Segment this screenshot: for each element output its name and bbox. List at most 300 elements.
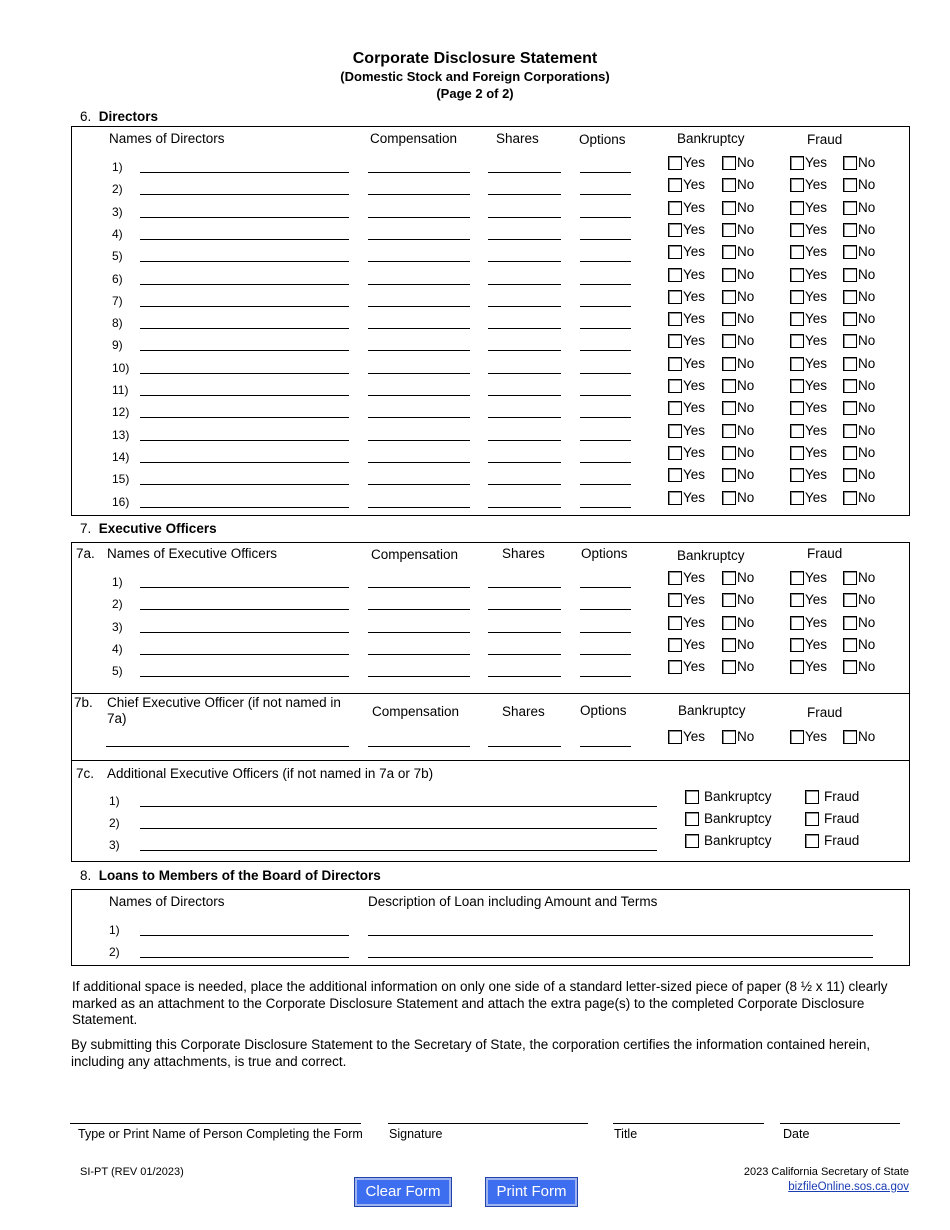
- bankruptcy-no-checkbox[interactable]: [722, 200, 754, 217]
- additional-fraud-checkbox[interactable]: [805, 789, 859, 806]
- checkbox-square[interactable]: [843, 424, 857, 438]
- checkbox-square[interactable]: [843, 730, 857, 744]
- checkbox-square[interactable]: [722, 424, 736, 438]
- row-number: 1): [109, 794, 120, 808]
- name-field[interactable]: [140, 493, 349, 508]
- checkbox-square[interactable]: [790, 424, 804, 438]
- compensation-field[interactable]: [368, 426, 470, 441]
- compensation-field[interactable]: [368, 247, 470, 262]
- checkbox-square[interactable]: [722, 491, 736, 505]
- compensation-field[interactable]: [368, 292, 470, 307]
- fraud-yes-checkbox[interactable]: [790, 333, 827, 350]
- bankruptcy-yes-checkbox[interactable]: [668, 244, 705, 261]
- checkbox-square[interactable]: [843, 593, 857, 607]
- checkbox-square[interactable]: [722, 156, 736, 170]
- checkbox-square[interactable]: [843, 638, 857, 652]
- checkbox-square[interactable]: [668, 638, 682, 652]
- checkbox-label: No: [737, 636, 755, 652]
- checkbox-square[interactable]: [843, 268, 857, 282]
- bankruptcy-yes-checkbox[interactable]: [668, 570, 705, 587]
- loan-description-field[interactable]: [368, 921, 873, 936]
- ceo-bankruptcy-no-checkbox[interactable]: [722, 729, 754, 746]
- options-field[interactable]: [580, 225, 631, 240]
- checkbox-square[interactable]: [790, 660, 804, 674]
- ceo-options-field[interactable]: [580, 732, 631, 747]
- checkbox-square[interactable]: [805, 834, 819, 848]
- fraud-no-checkbox[interactable]: [843, 155, 875, 172]
- bankruptcy-no-checkbox[interactable]: [722, 378, 754, 395]
- compensation-field[interactable]: [368, 470, 470, 485]
- fraud-yes-checkbox[interactable]: [790, 311, 827, 328]
- additional-fraud-checkbox[interactable]: [805, 811, 859, 828]
- checkbox-label: Yes: [805, 311, 828, 327]
- name-field[interactable]: [140, 448, 349, 463]
- checkbox-square[interactable]: [805, 790, 819, 804]
- col-names-of-directors: Names of Directors: [109, 894, 225, 909]
- checkbox-square[interactable]: [722, 312, 736, 326]
- bankruptcy-no-checkbox[interactable]: [722, 289, 754, 306]
- fraud-yes-checkbox[interactable]: [790, 445, 827, 462]
- compensation-field[interactable]: [368, 270, 470, 285]
- fraud-yes-checkbox[interactable]: [790, 570, 827, 587]
- checkbox-square[interactable]: [722, 245, 736, 259]
- checkbox-square[interactable]: [668, 379, 682, 393]
- shares-field[interactable]: [488, 662, 561, 677]
- bankruptcy-no-checkbox[interactable]: [722, 659, 754, 676]
- shares-field[interactable]: [488, 359, 561, 374]
- checkbox-square[interactable]: [790, 156, 804, 170]
- checkbox-square[interactable]: [668, 334, 682, 348]
- bankruptcy-yes-checkbox[interactable]: [668, 592, 705, 609]
- fraud-no-checkbox[interactable]: [843, 615, 875, 632]
- checkbox-square[interactable]: [722, 730, 736, 744]
- compensation-field[interactable]: [368, 359, 470, 374]
- fraud-yes-checkbox[interactable]: [790, 155, 827, 172]
- additional-officer-name-field[interactable]: [140, 836, 657, 851]
- no-label: No: [737, 729, 755, 744]
- checkbox-square[interactable]: [790, 491, 804, 505]
- checkbox-square[interactable]: [843, 468, 857, 482]
- bankruptcy-yes-checkbox[interactable]: [668, 267, 705, 284]
- checkbox-square[interactable]: [668, 660, 682, 674]
- checkbox-square[interactable]: [790, 268, 804, 282]
- additional-bankruptcy-checkbox[interactable]: [685, 811, 772, 828]
- fraud-no-checkbox[interactable]: [843, 289, 875, 306]
- bankruptcy-no-checkbox[interactable]: [722, 467, 754, 484]
- shares-field[interactable]: [488, 225, 561, 240]
- fraud-yes-checkbox[interactable]: [790, 289, 827, 306]
- fraud-yes-checkbox[interactable]: [790, 659, 827, 676]
- checkbox-square[interactable]: [722, 201, 736, 215]
- bankruptcy-no-checkbox[interactable]: [722, 356, 754, 373]
- ceo-fraud-no-checkbox[interactable]: [843, 729, 875, 746]
- options-field[interactable]: [580, 359, 631, 374]
- shares-field[interactable]: [488, 470, 561, 485]
- print-form-button[interactable]: Print Form: [486, 1178, 577, 1206]
- fraud-no-checkbox[interactable]: [843, 637, 875, 654]
- bankruptcy-no-checkbox[interactable]: [722, 445, 754, 462]
- checkbox-square[interactable]: [843, 223, 857, 237]
- checkbox-square[interactable]: [685, 812, 699, 826]
- fraud-yes-checkbox[interactable]: [790, 592, 827, 609]
- checkbox-square[interactable]: [843, 357, 857, 371]
- bankruptcy-no-checkbox[interactable]: [722, 155, 754, 172]
- fraud-yes-checkbox[interactable]: [790, 222, 827, 239]
- shares-field[interactable]: [488, 448, 561, 463]
- checkbox-square[interactable]: [722, 638, 736, 652]
- checkbox-square[interactable]: [722, 468, 736, 482]
- options-field[interactable]: [580, 336, 631, 351]
- checkbox-square[interactable]: [843, 571, 857, 585]
- checkbox-square[interactable]: [668, 424, 682, 438]
- additional-officer-name-field[interactable]: [140, 792, 657, 807]
- checkbox-square[interactable]: [722, 571, 736, 585]
- bankruptcy-yes-checkbox[interactable]: [668, 378, 705, 395]
- compensation-field[interactable]: [368, 180, 470, 195]
- bankruptcy-yes-checkbox[interactable]: [668, 445, 705, 462]
- options-field[interactable]: [580, 247, 631, 262]
- shares-field[interactable]: [488, 618, 561, 633]
- ceo-compensation-field[interactable]: [368, 732, 470, 747]
- options-field[interactable]: [580, 381, 631, 396]
- checkbox-square[interactable]: [668, 571, 682, 585]
- divider: [72, 760, 909, 761]
- compensation-field[interactable]: [368, 336, 470, 351]
- options-field[interactable]: [580, 595, 631, 610]
- name-field[interactable]: [140, 270, 349, 285]
- name-field[interactable]: [140, 573, 349, 588]
- options-field[interactable]: [580, 426, 631, 441]
- compensation-field[interactable]: [368, 448, 470, 463]
- signature-line[interactable]: [388, 1123, 588, 1124]
- loan-director-name-field[interactable]: [140, 921, 349, 936]
- checkbox-label: Yes: [805, 592, 828, 608]
- bankruptcy-no-checkbox[interactable]: [722, 177, 754, 194]
- compensation-field[interactable]: [368, 662, 470, 677]
- bankruptcy-no-checkbox[interactable]: [722, 592, 754, 609]
- compensation-field[interactable]: [368, 158, 470, 173]
- name-field[interactable]: [140, 225, 349, 240]
- options-field[interactable]: [580, 640, 631, 655]
- checkbox-square[interactable]: [668, 616, 682, 630]
- name-field[interactable]: [140, 158, 349, 173]
- options-field[interactable]: [580, 493, 631, 508]
- compensation-field[interactable]: [368, 595, 470, 610]
- bankruptcy-no-checkbox[interactable]: [722, 400, 754, 417]
- options-field[interactable]: [580, 158, 631, 173]
- compensation-field[interactable]: [368, 203, 470, 218]
- clear-form-button[interactable]: Clear Form: [355, 1178, 451, 1206]
- checkbox-square[interactable]: [668, 730, 682, 744]
- checkbox-square[interactable]: [790, 178, 804, 192]
- bankruptcy-no-checkbox[interactable]: [722, 267, 754, 284]
- bankruptcy-yes-checkbox[interactable]: [668, 200, 705, 217]
- loan-description-field[interactable]: [368, 943, 873, 958]
- date-line[interactable]: [780, 1123, 900, 1124]
- checkbox-square[interactable]: [668, 156, 682, 170]
- fraud-yes-checkbox[interactable]: [790, 615, 827, 632]
- checkbox-square[interactable]: [722, 401, 736, 415]
- checkbox-square[interactable]: [843, 446, 857, 460]
- compensation-field[interactable]: [368, 618, 470, 633]
- fraud-no-checkbox[interactable]: [843, 400, 875, 417]
- checkbox-square[interactable]: [722, 290, 736, 304]
- shares-field[interactable]: [488, 314, 561, 329]
- checkbox-square[interactable]: [668, 357, 682, 371]
- checkbox-square[interactable]: [668, 401, 682, 415]
- bankruptcy-no-checkbox[interactable]: [722, 570, 754, 587]
- fraud-no-checkbox[interactable]: [843, 177, 875, 194]
- options-field[interactable]: [580, 270, 631, 285]
- checkbox-square[interactable]: [668, 223, 682, 237]
- checkbox-square[interactable]: [790, 571, 804, 585]
- checkbox-square[interactable]: [722, 223, 736, 237]
- bankruptcy-no-checkbox[interactable]: [722, 244, 754, 261]
- fraud-no-checkbox[interactable]: [843, 467, 875, 484]
- checkbox-square[interactable]: [668, 491, 682, 505]
- fraud-no-checkbox[interactable]: [843, 570, 875, 587]
- checkbox-square[interactable]: [790, 290, 804, 304]
- name-field[interactable]: [140, 247, 349, 262]
- name-field[interactable]: [140, 662, 349, 677]
- compensation-field[interactable]: [368, 381, 470, 396]
- checkbox-square[interactable]: [685, 834, 699, 848]
- bankruptcy-yes-checkbox[interactable]: [668, 615, 705, 632]
- additional-bankruptcy-checkbox[interactable]: [685, 789, 772, 806]
- checkbox-square[interactable]: [722, 334, 736, 348]
- checkbox-square[interactable]: [722, 616, 736, 630]
- shares-field[interactable]: [488, 640, 561, 655]
- shares-field[interactable]: [488, 403, 561, 418]
- fraud-yes-checkbox[interactable]: [790, 423, 827, 440]
- checkbox-square[interactable]: [722, 268, 736, 282]
- options-field[interactable]: [580, 403, 631, 418]
- checkbox-square[interactable]: [668, 446, 682, 460]
- ceo-name-field[interactable]: [106, 732, 349, 747]
- checkbox-square[interactable]: [668, 178, 682, 192]
- fraud-yes-checkbox[interactable]: [790, 637, 827, 654]
- options-field[interactable]: [580, 314, 631, 329]
- fraud-yes-checkbox[interactable]: [790, 177, 827, 194]
- checkbox-square[interactable]: [685, 790, 699, 804]
- checkbox-square[interactable]: [668, 290, 682, 304]
- checkbox-square[interactable]: [722, 660, 736, 674]
- checkbox-square[interactable]: [790, 312, 804, 326]
- checkbox-square[interactable]: [790, 446, 804, 460]
- fraud-no-checkbox[interactable]: [843, 659, 875, 676]
- checkbox-square[interactable]: [790, 245, 804, 259]
- shares-field[interactable]: [488, 270, 561, 285]
- options-field[interactable]: [580, 618, 631, 633]
- bankruptcy-yes-checkbox[interactable]: [668, 356, 705, 373]
- checkbox-square[interactable]: [790, 379, 804, 393]
- name-field[interactable]: [140, 336, 349, 351]
- checkbox-square[interactable]: [722, 593, 736, 607]
- checkbox-square[interactable]: [843, 201, 857, 215]
- shares-field[interactable]: [488, 426, 561, 441]
- checkbox-square[interactable]: [843, 312, 857, 326]
- ceo-shares-field[interactable]: [488, 732, 561, 747]
- compensation-field[interactable]: [368, 493, 470, 508]
- ceo-fraud-yes-checkbox[interactable]: [790, 729, 827, 746]
- options-field[interactable]: [580, 292, 631, 307]
- website-link[interactable]: bizfileOnline.sos.ca.gov: [788, 1181, 909, 1193]
- shares-field[interactable]: [488, 381, 561, 396]
- ceo-title-line2: 7a): [107, 711, 127, 726]
- options-field[interactable]: [580, 180, 631, 195]
- compensation-field[interactable]: [368, 640, 470, 655]
- fraud-yes-checkbox[interactable]: [790, 378, 827, 395]
- fraud-no-checkbox[interactable]: [843, 333, 875, 350]
- options-field[interactable]: [580, 470, 631, 485]
- checkbox-square[interactable]: [790, 730, 804, 744]
- checkbox-square[interactable]: [722, 178, 736, 192]
- shares-field[interactable]: [488, 336, 561, 351]
- checkbox-square[interactable]: [722, 379, 736, 393]
- bankruptcy-yes-checkbox[interactable]: [668, 289, 705, 306]
- name-field[interactable]: [140, 203, 349, 218]
- name-field[interactable]: [140, 292, 349, 307]
- fraud-yes-checkbox[interactable]: [790, 200, 827, 217]
- fraud-no-checkbox[interactable]: [843, 267, 875, 284]
- compensation-field[interactable]: [368, 314, 470, 329]
- checkbox-square[interactable]: [790, 468, 804, 482]
- checkbox-square[interactable]: [790, 334, 804, 348]
- checkbox-square[interactable]: [668, 593, 682, 607]
- checkbox-label: Yes: [805, 659, 828, 675]
- bankruptcy-yes-checkbox[interactable]: [668, 177, 705, 194]
- checkbox-square[interactable]: [843, 660, 857, 674]
- checkbox-square[interactable]: [722, 357, 736, 371]
- shares-field[interactable]: [488, 573, 561, 588]
- fraud-yes-checkbox[interactable]: [790, 267, 827, 284]
- checkbox-square[interactable]: [790, 201, 804, 215]
- bankruptcy-yes-checkbox[interactable]: [668, 467, 705, 484]
- name-signature-line[interactable]: [70, 1123, 361, 1124]
- checkbox-square[interactable]: [843, 491, 857, 505]
- name-field[interactable]: [140, 470, 349, 485]
- checkbox-square[interactable]: [668, 312, 682, 326]
- additional-fraud-checkbox[interactable]: [805, 833, 859, 850]
- checkbox-square[interactable]: [843, 334, 857, 348]
- additional-bankruptcy-checkbox[interactable]: [685, 833, 772, 850]
- name-field[interactable]: [140, 426, 349, 441]
- fraud-no-checkbox[interactable]: [843, 423, 875, 440]
- bankruptcy-no-checkbox[interactable]: [722, 615, 754, 632]
- fraud-no-checkbox[interactable]: [843, 200, 875, 217]
- fraud-no-checkbox[interactable]: [843, 244, 875, 261]
- fraud-no-checkbox[interactable]: [843, 222, 875, 239]
- fraud-no-checkbox[interactable]: [843, 490, 875, 507]
- title-line[interactable]: [613, 1123, 764, 1124]
- shares-field[interactable]: [488, 292, 561, 307]
- name-field[interactable]: [140, 403, 349, 418]
- bankruptcy-no-checkbox[interactable]: [722, 311, 754, 328]
- bankruptcy-yes-checkbox[interactable]: [668, 222, 705, 239]
- name-field[interactable]: [140, 314, 349, 329]
- checkbox-square[interactable]: [843, 245, 857, 259]
- checkbox-square[interactable]: [843, 401, 857, 415]
- checkbox-square[interactable]: [843, 178, 857, 192]
- bankruptcy-yes-checkbox[interactable]: [668, 423, 705, 440]
- shares-field[interactable]: [488, 180, 561, 195]
- checkbox-square[interactable]: [790, 593, 804, 607]
- fraud-yes-checkbox[interactable]: [790, 467, 827, 484]
- options-field[interactable]: [580, 448, 631, 463]
- name-field[interactable]: [140, 381, 349, 396]
- loan-director-name-field[interactable]: [140, 943, 349, 958]
- name-field[interactable]: [140, 180, 349, 195]
- fraud-yes-checkbox[interactable]: [790, 400, 827, 417]
- shares-field[interactable]: [488, 158, 561, 173]
- options-field[interactable]: [580, 662, 631, 677]
- options-field[interactable]: [580, 573, 631, 588]
- checkbox-square[interactable]: [668, 201, 682, 215]
- compensation-field[interactable]: [368, 573, 470, 588]
- checkbox-square[interactable]: [668, 245, 682, 259]
- bankruptcy-yes-checkbox[interactable]: [668, 637, 705, 654]
- checkbox-square[interactable]: [790, 223, 804, 237]
- bankruptcy-no-checkbox[interactable]: [722, 637, 754, 654]
- fraud-no-checkbox[interactable]: [843, 311, 875, 328]
- bankruptcy-no-checkbox[interactable]: [722, 333, 754, 350]
- shares-field[interactable]: [488, 493, 561, 508]
- ceo-bankruptcy-yes-checkbox[interactable]: [668, 729, 705, 746]
- fraud-no-checkbox[interactable]: [843, 592, 875, 609]
- col-shares: Shares: [502, 704, 545, 719]
- bankruptcy-yes-checkbox[interactable]: [668, 311, 705, 328]
- additional-officer-name-field[interactable]: [140, 814, 657, 829]
- fraud-yes-checkbox[interactable]: [790, 244, 827, 261]
- bankruptcy-no-checkbox[interactable]: [722, 222, 754, 239]
- checkbox-square[interactable]: [790, 616, 804, 630]
- shares-field[interactable]: [488, 203, 561, 218]
- bankruptcy-yes-checkbox[interactable]: [668, 333, 705, 350]
- fraud-yes-checkbox[interactable]: [790, 490, 827, 507]
- fraud-no-checkbox[interactable]: [843, 378, 875, 395]
- checkbox-square[interactable]: [790, 638, 804, 652]
- checkbox-square[interactable]: [843, 616, 857, 630]
- checkbox-square[interactable]: [668, 268, 682, 282]
- compensation-field[interactable]: [368, 225, 470, 240]
- bankruptcy-no-checkbox[interactable]: [722, 490, 754, 507]
- bankruptcy-yes-checkbox[interactable]: [668, 400, 705, 417]
- checkbox-square[interactable]: [722, 446, 736, 460]
- fraud-yes-checkbox[interactable]: [790, 356, 827, 373]
- bankruptcy-yes-checkbox[interactable]: [668, 659, 705, 676]
- checkbox-square[interactable]: [843, 379, 857, 393]
- checkbox-square[interactable]: [805, 812, 819, 826]
- name-field[interactable]: [140, 640, 349, 655]
- bankruptcy-yes-checkbox[interactable]: [668, 490, 705, 507]
- checkbox-square[interactable]: [790, 401, 804, 415]
- fraud-no-checkbox[interactable]: [843, 445, 875, 462]
- fraud-no-checkbox[interactable]: [843, 356, 875, 373]
- checkbox-square[interactable]: [790, 357, 804, 371]
- checkbox-square[interactable]: [843, 156, 857, 170]
- name-field[interactable]: [140, 359, 349, 374]
- name-field[interactable]: [140, 595, 349, 610]
- shares-field[interactable]: [488, 595, 561, 610]
- name-field[interactable]: [140, 618, 349, 633]
- checkbox-square[interactable]: [668, 468, 682, 482]
- bankruptcy-yes-checkbox[interactable]: [668, 155, 705, 172]
- bankruptcy-no-checkbox[interactable]: [722, 423, 754, 440]
- checkbox-square[interactable]: [843, 290, 857, 304]
- compensation-field[interactable]: [368, 403, 470, 418]
- shares-field[interactable]: [488, 247, 561, 262]
- options-field[interactable]: [580, 203, 631, 218]
